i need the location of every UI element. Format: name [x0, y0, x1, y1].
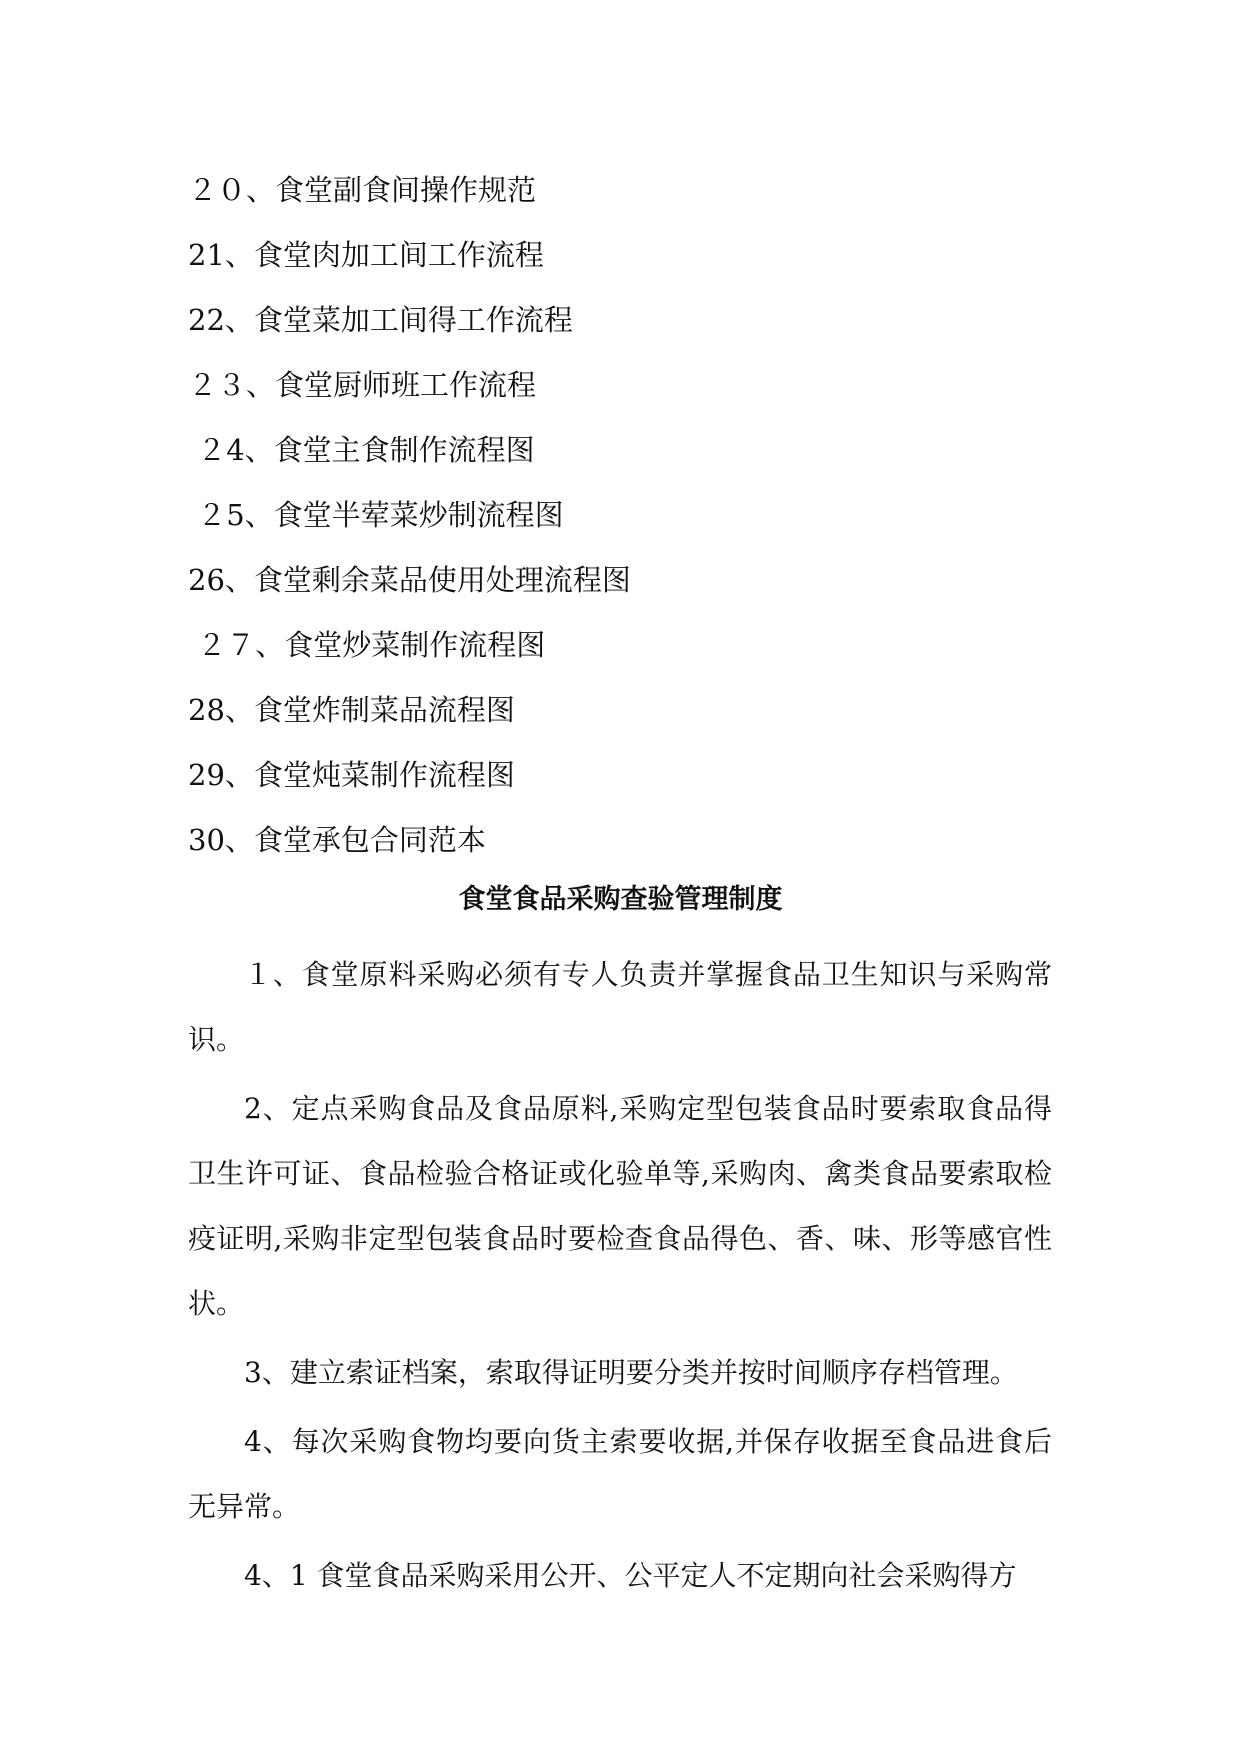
- paragraph: 2、定点采购食品及食品原料,采购定型包装食品时要索取食品得卫生许可证、食品检验合格证或化验单等,采购肉、禽类食品要索取检疫证明,采购非定型包装食品时要检查食品得色、香、味、形等感官性状。: [188, 1092, 1052, 1320]
- toc-item: ２０、食堂副食间操作规范: [188, 173, 537, 207]
- paragraph: 4、每次采购食物均要向货主索要收据,并保存收据至食品进食后无异常。: [188, 1425, 1052, 1523]
- paragraph: １、食堂原料采购必须有专人负责并掌握食品卫生知识与采购常识。: [188, 958, 1052, 1056]
- document-body: [188, 942, 1052, 1612]
- toc-item: 29、食堂炖菜制作流程图: [188, 758, 515, 792]
- toc-item: ２4、食堂主食制作流程图: [188, 433, 535, 467]
- toc-item: ２5、食堂半荤菜炒制流程图: [188, 498, 564, 532]
- toc-item: 28、食堂炸制菜品流程图: [188, 693, 515, 727]
- toc-item: ２３、食堂厨师班工作流程: [188, 368, 537, 402]
- paragraph: 4、1 食堂食品采购采用公开、公平定人不定期向社会采购得方: [244, 1559, 1017, 1592]
- paragraph: 3、建立索证档案，索取得证明要分类并按时间顺序存档管理。: [244, 1356, 1018, 1389]
- table-of-contents: [188, 158, 631, 873]
- toc-item: 26、食堂剩余菜品使用处理流程图: [188, 563, 631, 597]
- toc-item: 22、食堂菜加工间得工作流程: [188, 303, 573, 337]
- toc-item: 30、食堂承包合同范本: [188, 823, 486, 857]
- document-title: 食堂食品采购查验管理制度: [458, 884, 783, 915]
- toc-item: 21、食堂肉加工间工作流程: [188, 238, 544, 272]
- toc-item: ２７、食堂炒菜制作流程图: [188, 628, 546, 662]
